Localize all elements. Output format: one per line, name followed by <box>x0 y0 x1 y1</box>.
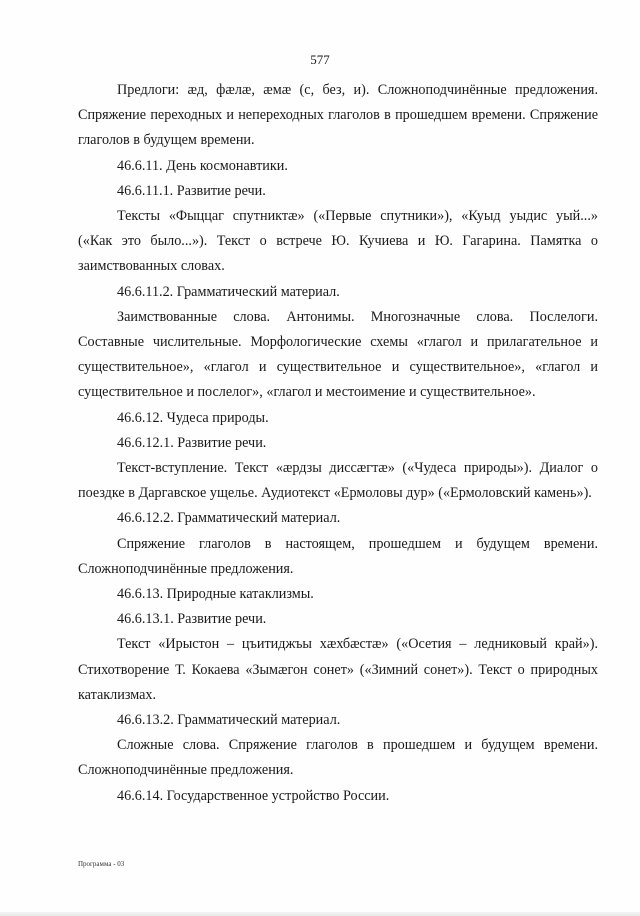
paragraph: Текст-вступление. Текст «æрдзы диссæгтæ» («Чудеса природы»). Диалог о поездке в Даргавское ущелье. Аудиотекст «Ермоловы дур» («Ермоловский камень»). <box>78 460 598 502</box>
section-heading: 46.6.11. День космонавтики. <box>117 157 288 174</box>
page-footer: Программа - 03 <box>78 860 125 868</box>
subsection-heading: 46.6.12.2. Грамматический материал. <box>117 510 341 527</box>
page-number: 577 <box>310 52 330 67</box>
paragraph: Заимствованные слова. Антонимы. Многозначные слова. Послелоги. Составные числительные. Морфологические схемы «глагол и прилагательное и существительное», «глагол и существительное и существительное», «глагол и существительное и послелог», «глагол и местоимение и существительное». <box>78 308 598 401</box>
paragraph: Тексты «Фыццаг спутниктæ» («Первые спутники»), «Куыд уыдис уый...» («Как это было...»). Текст о встрече Ю. Кучиева и Ю. Гагарина. Памятка о заимствованных словах. <box>78 208 598 275</box>
section-heading: 46.6.14. Государственное устройство России. <box>117 787 390 804</box>
paragraph: Сложные слова. Спряжение глаголов в прошедшем и будущем времени. Сложноподчинённые предложения. <box>78 737 598 779</box>
subsection-heading: 46.6.13.1. Развитие речи. <box>117 611 267 628</box>
subsection-heading: 46.6.12.1. Развитие речи. <box>117 434 267 451</box>
subsection-heading: 46.6.11.2. Грамматический материал. <box>117 283 340 300</box>
paragraph: Спряжение глаголов в настоящем, прошедшем и будущем времени. Сложноподчинённые предложения. <box>78 535 598 577</box>
document-body <box>78 78 598 809</box>
scan-edge <box>0 912 640 916</box>
paragraph: Предлоги: æд, фæлæ, æмæ (с, без, и). Сложноподчинённые предложения. Спряжение переходных и непереходных глаголов в прошедшем времени. Спряжение глаголов в будущем времени. <box>78 82 598 149</box>
section-heading: 46.6.13. Природные катаклизмы. <box>117 586 314 603</box>
paragraph: Текст «Ирыстон – цъитиджъы хæхбæстæ» («Осетия – ледниковый край»). Стихотворение Т. Кокаева «Зымæгон сонет» («Зимний сонет»). Текст о природных катаклизмах. <box>78 636 598 703</box>
subsection-heading: 46.6.13.2. Грамматический материал. <box>117 712 341 729</box>
section-heading: 46.6.12. Чудеса природы. <box>117 409 269 426</box>
subsection-heading: 46.6.11.1. Развитие речи. <box>117 182 266 199</box>
